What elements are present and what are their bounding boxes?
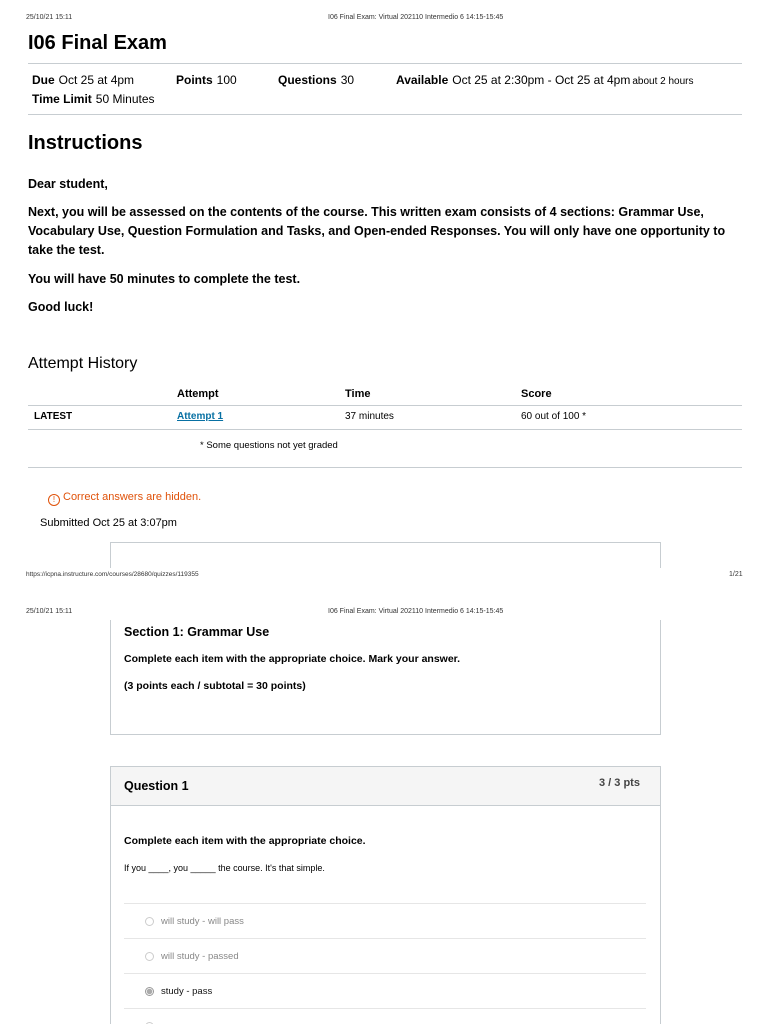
instructions-body: Next, you will be assessed on the contents of the course. This written exam consists of 4 sections: Grammar Use, Vocabulary Use, Question Formulation and Tasks, and Open-ended Responses. You will only have one opportunity to take the test. [28,205,726,257]
time-limit-label: Time Limit [32,92,92,106]
instructions-closing: Good luck! [28,300,94,314]
print-url: https://icpna.instructure.com/courses/28680/quizzes/119355 [26,571,199,578]
answer-label: will study - will pass [161,916,244,927]
answer-option[interactable] [124,903,646,938]
question-header [110,766,661,806]
section-points: (3 points each / subtotal = 30 points) [124,680,306,692]
attempt-1-link[interactable]: Attempt 1 [177,411,224,422]
answer-option-selected[interactable] [124,973,646,1008]
radio-button[interactable] [145,917,154,926]
points-detail [176,73,237,87]
available-label: Available [396,73,449,87]
divider [28,114,742,115]
answers-hidden-text: Correct answers are hidden. [63,491,202,503]
answer-option[interactable] [124,938,646,973]
page-title: I06 Final Exam [28,32,167,54]
score-footnote: * Some questions not yet graded [200,440,338,451]
table-row-attempt [177,411,223,422]
submitted-time: Submitted Oct 25 at 3:07pm [40,517,177,529]
latest-tag: LATEST [34,411,73,422]
instructions-time-note: You will have 50 minutes to complete the test. [28,272,301,286]
available-note: about 2 hours [632,76,694,87]
print-page-number: 1/21 [729,571,743,578]
divider [28,63,742,64]
question-title: Question 1 [124,779,189,793]
points-label: Points [176,73,213,87]
column-header-time: Time [345,388,371,400]
time-limit-value: 50 Minutes [95,92,155,106]
print-doc-title: I06 Final Exam: Virtual 202110 Intermedio 6 14:15-15:45 [328,14,504,21]
print-datetime: 25/10/21 15:11 [26,608,73,615]
questions-value: 30 [340,73,355,87]
points-value: 100 [216,73,237,87]
print-datetime: 25/10/21 15:11 [26,14,73,21]
radio-button-selected[interactable] [145,987,154,996]
column-header-score: Score [521,388,552,400]
table-divider [28,429,742,430]
instructions-heading: Instructions [28,132,143,154]
attempt-history-heading: Attempt History [28,355,138,372]
table-row-time: 37 minutes [345,411,394,422]
due-label: Due [32,73,55,87]
answers-hidden-notice [48,491,201,506]
answer-option[interactable] [124,1008,646,1024]
print-doc-title: I06 Final Exam: Virtual 202110 Intermedio 6 14:15-15:45 [328,608,504,615]
available-value: Oct 25 at 2:30pm - Oct 25 at 4pm [452,73,631,87]
time-limit-detail [32,92,155,106]
questions-label: Questions [278,73,337,87]
question-points: 3 / 3 pts [599,777,640,789]
questions-detail [278,73,354,87]
due-value: Oct 25 at 4pm [58,73,135,87]
section-instructions: Complete each item with the appropriate choice. Mark your answer. [124,653,461,665]
column-header-attempt: Attempt [177,388,219,400]
divider [28,467,742,468]
radio-button[interactable] [145,952,154,961]
section-title: Section 1: Grammar Use [124,625,270,639]
table-row-score: 60 out of 100 * [521,411,587,422]
question-text: If you ____, you _____ the course. It's that simple. [124,863,325,873]
question-prompt: Complete each item with the appropriate choice. [124,835,366,847]
available-detail [396,73,694,87]
answer-label: will study - passed [161,951,239,962]
table-divider [28,405,742,406]
section-box-top [110,542,661,568]
answer-label: study - pass [161,986,213,997]
instructions-greeting: Dear student, [28,177,108,191]
due-detail [32,73,134,87]
warning-circle-icon: ! [48,494,60,506]
